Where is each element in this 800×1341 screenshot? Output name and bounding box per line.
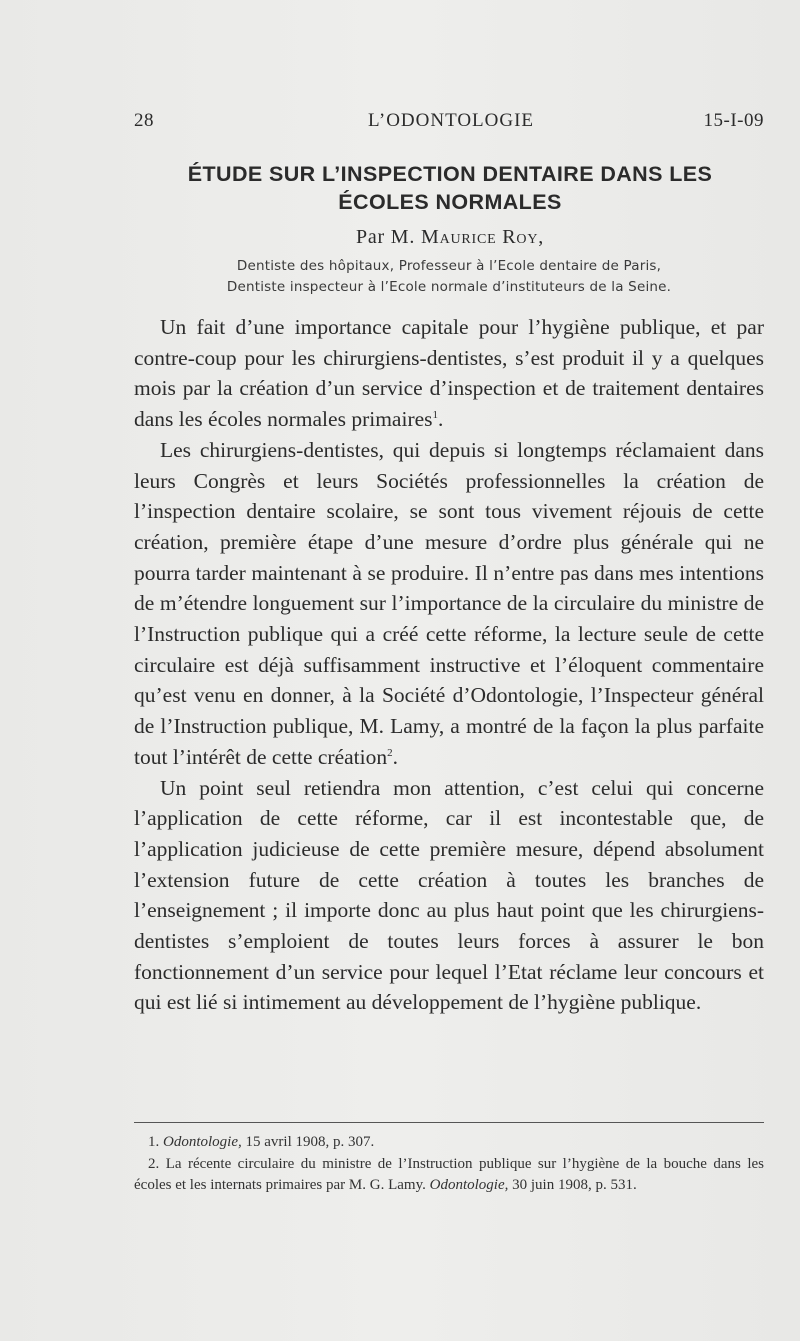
paragraph-1-end: . [438, 407, 444, 432]
article-body [134, 312, 764, 1018]
paragraph-1 [134, 312, 764, 435]
paragraph-3: Un point seul retiendra mon attention, c’est celui qui concerne l’application de cette réforme, car il est incontestable que, de l’application judicieuse de cette première mesure, dépend absolument l’extension future de cette création à toutes les branches de l’enseignement ; il importe donc au plus haut point que les chirurgiens-dentistes s’emploient de toutes leurs forces à assurer le bon fonctionnement d’un service pour lequel l’Etat réclame leur concours et qui est lié si intimement au développement de l’hygiène publique. [134, 775, 764, 1015]
byline [120, 226, 780, 249]
paragraph-1-text: Un fait d’une importance capitale pour l’hygiène publique, et par contre-coup pour les chirurgiens-dentistes, s’est produit il y a quelques mois par la création d’un service d’inspection et de traitement dentaires dans les écoles normales primaires [134, 315, 764, 432]
byline-prefix: Par M. [355, 226, 416, 248]
author-name: Maurice Roy, [421, 226, 545, 248]
page-number: 28 [134, 110, 154, 131]
footnote-1-text: 15 avril 1908, p. 307. [241, 1134, 375, 1150]
article-title-line1: ÉTUDE SUR L’INSPECTION DENTAIRE DANS LES [187, 162, 713, 186]
article-title-line2: ÉCOLES NORMALES [338, 190, 562, 214]
footnote-2-text: La récente circulaire du ministre de l’Instruction publique sur l’hygiène de la bouche dans les écoles et les internats primaires par M. G. Lamy. [134, 1155, 764, 1193]
paragraph-2-end: . [392, 744, 398, 769]
footnote-1-journal: Odontologie, [163, 1134, 242, 1150]
paragraph-2 [134, 435, 764, 773]
running-header [134, 110, 764, 140]
affiliation-line1: Dentiste des hôpitaux, Professeur à l’Ecole dentaire de Paris, [236, 258, 662, 274]
footnote-2-number: 2. [148, 1155, 160, 1172]
author-affiliation [134, 256, 764, 298]
footnote-1-number: 1. [148, 1134, 160, 1150]
paragraph-2-text: Les chirurgiens-dentistes, qui depuis si longtemps réclamaient dans leurs Congrès et leurs Sociétés professionnelles la création de l’inspection dentaire scolaire, se sont tous vivement réjouis de cette création, première étape d’une mesure d’ordre plus générale qui ne pourra tarder maintenant à se produire. Il n’entre pas dans mes intentions de m’étendre longuement sur l’importance de la circulaire du ministre de l’Instruction publique qui a créé cette réforme, la lecture seule de cette circulaire est déjà suffisamment instructive et l’éloquent commentaire qu’est venu en donner, à la Société d’Odontologie, l’Inspecteur général de l’Instruction publique, M. Lamy, a montré de la façon la plus parfaite tout l’intérêt de cette création [134, 437, 764, 769]
footnote-ref-1: 1 [432, 409, 439, 422]
footnote-2 [134, 1154, 764, 1197]
issue-date: 15-I-09 [703, 110, 764, 131]
running-title: L’ODONTOLOGIE [368, 110, 535, 131]
footnotes [134, 1132, 764, 1197]
article-title [120, 160, 780, 216]
footnote-1 [134, 1132, 764, 1154]
footnote-ref-2: 2 [387, 746, 393, 759]
footnote-2-journal: Odontologie, [429, 1177, 509, 1193]
footnote-2-rest: 30 juin 1908, p. 531. [508, 1177, 637, 1193]
affiliation-line2: Dentiste inspecteur à l’Ecole normale d’instituteurs de la Seine. [226, 279, 672, 295]
footnote-divider [134, 1122, 764, 1123]
